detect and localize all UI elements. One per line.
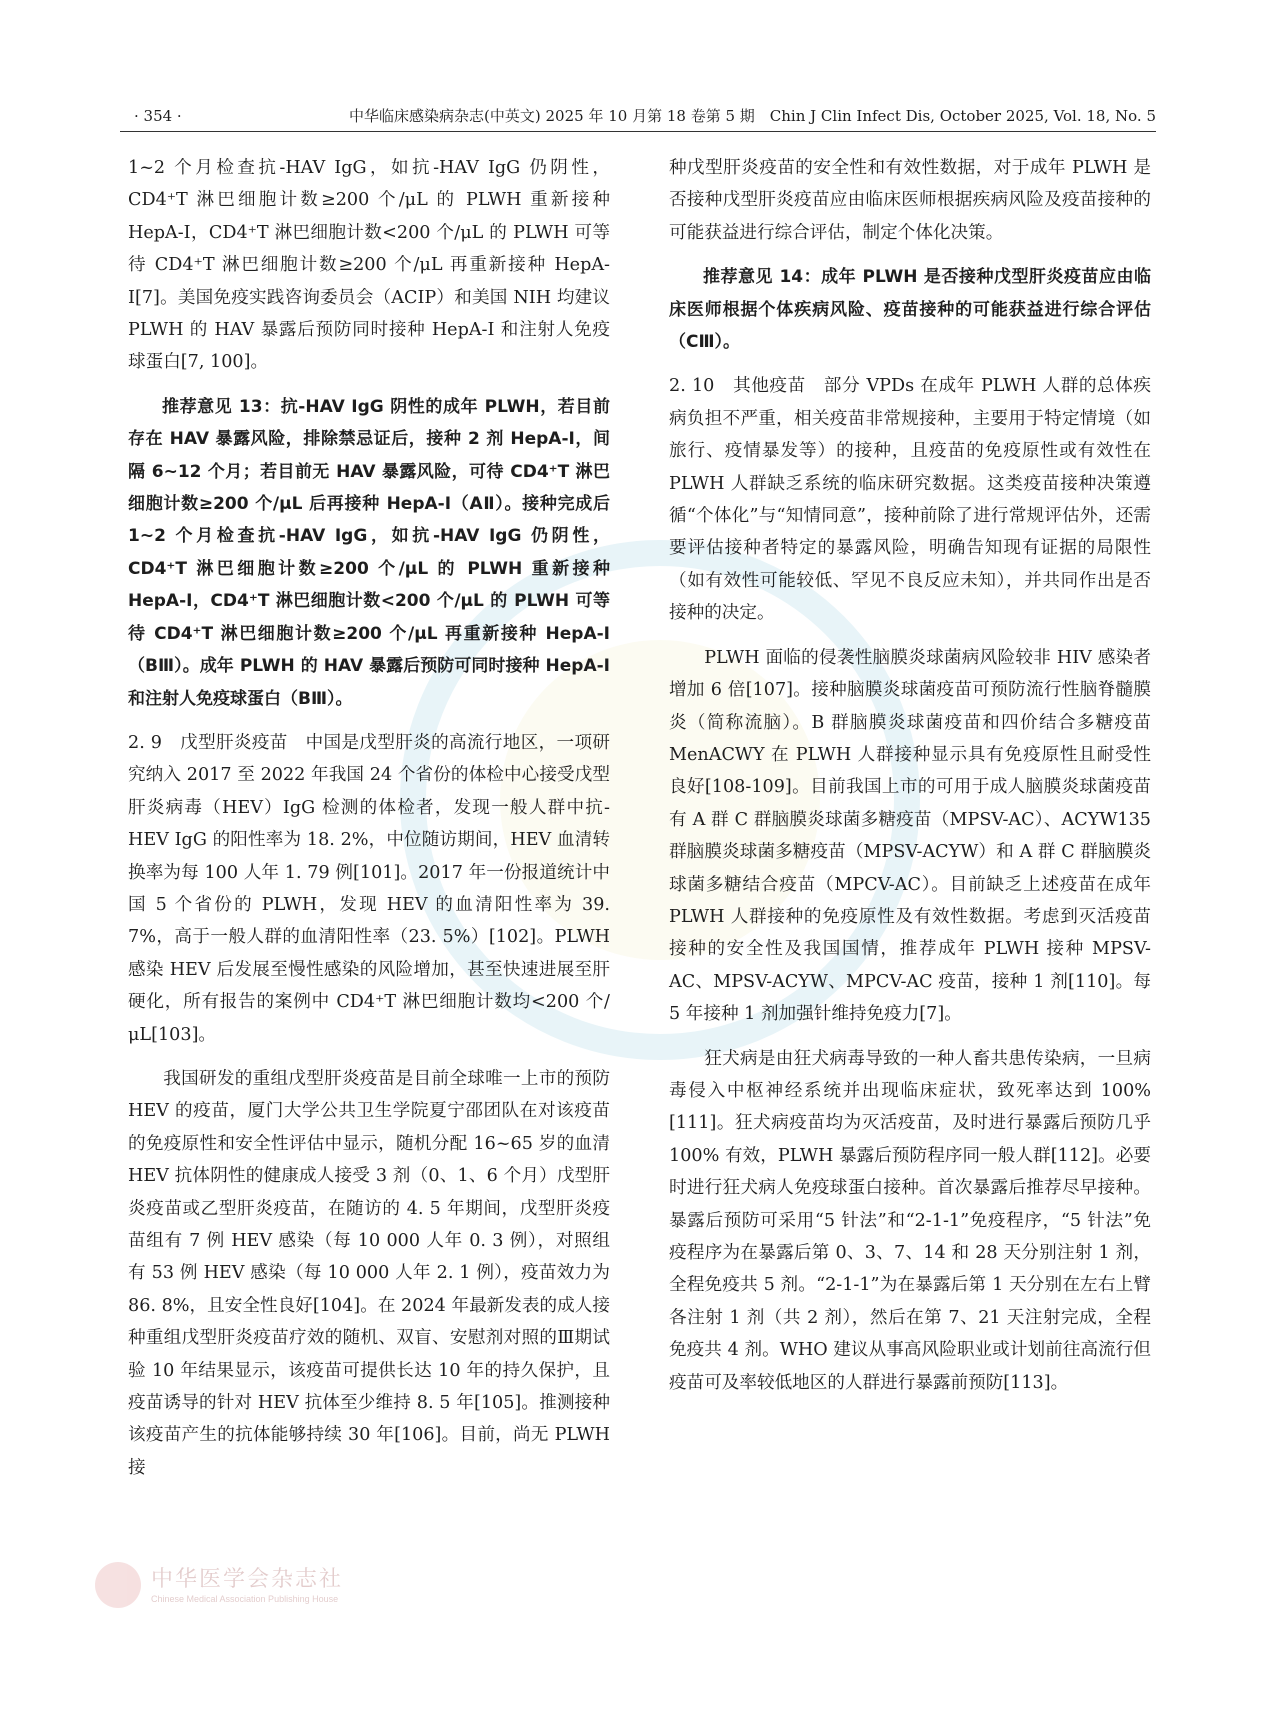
paragraph-hepa-recheck: 1~2 个月检查抗-HAV IgG，如抗-HAV IgG 仍阴性，CD4⁺T 淋巴细胞计数≥200 个/μL 的 PLWH 重新接种 HepA-I，CD4⁺T 淋巴细胞计数<200 个/μL 的 PLWH 可等待 CD4⁺T 淋巴细胞计数≥200 个/μL 再重新接种 HepA-I[7]。美国免疫实践咨询委员会（ACIP）和美国 NIH 均建议 PLWH 的 HAV 暴露后预防同时接种 HepA-I 和注射人免疫球蛋白[7, 100]。 [128, 158, 610, 373]
page-header [120, 104, 1156, 132]
section-2-9-heading: 2. 9 戊型肝炎疫苗 [128, 732, 288, 753]
left-column [128, 152, 610, 1496]
publisher-name-en: Chinese Medical Association Publishing House [151, 1594, 339, 1604]
right-column [669, 152, 1151, 1411]
page-number: · 354 · [134, 107, 182, 125]
publisher-seal-icon [95, 1562, 141, 1608]
recommendation-13: 推荐意见 13：抗-HAV IgG 阴性的成年 PLWH，若目前存在 HAV 暴露风险，排除禁忌证后，接种 2 剂 HepA-I，间隔 6~12 个月；若目前无 HAV 暴露风险，可待 CD4⁺T 淋巴细胞计数≥200 个/μL 后再接种 HepA-I（AⅡ）。接种完成后 1~2 个月检查抗-HAV IgG，如抗-HAV IgG 仍阴性，CD4⁺T 淋巴细胞计数≥200 个/μL 的 PLWH 重新接种 HepA-I，CD4⁺T 淋巴细胞计数<200 个/μL 的 PLWH 可等待 CD4⁺T 淋巴细胞计数≥200 个/μL 再重新接种 HepA-I（BⅢ）。成年 PLWH 的 HAV 暴露后预防可同时接种 HepA-I 和注射人免疫球蛋白（BⅢ）。 [128, 396, 610, 709]
section-2-10-text: 部分 VPDs 在成年 PLWH 人群的总体疾病负担不严重，相关疫苗非常规接种，主要用于特定情境（如旅行、疫情暴发等）的接种，且疫苗的免疫原性或有效性在 PLWH 人群缺乏系统的临床研究数据。这类疫苗接种决策遵循“个体化”与“知情同意”，接种前除了进行常规评估外，还需要评估接种者特定的暴露风险，明确告知现有证据的局限性（如有效性可能较低、罕见不良反应未知），并共同作出是否接种的决定。 [669, 376, 1151, 624]
paragraph-rabies: 狂犬病是由狂犬病毒导致的一种人畜共患传染病，一旦病毒侵入中枢神经系统并出现临床症状，致死率达到 100%[111]。狂犬病疫苗均为灭活疫苗，及时进行暴露后预防几乎 100% 有效，PLWH 暴露后预防程序同一般人群[112]。必要时进行狂犬病人免疫球蛋白接种。首次暴露后推荐尽早接种。暴露后预防可采用“5 针法”和“2-1-1”免疫程序，“5 针法”免疫程序为在暴露后第 0、3、7、14 和 28 天分别注射 1 剂，全程免疫共 5 剂。“2-1-1”为在暴露后第 1 天分别在左右上臂各注射 1 剂（共 2 剂），然后在第 7、21 天注射完成，全程免疫共 4 剂。WHO 建议从事高风险职业或计划前往高流行但疫苗可及率较低地区的人群进行暴露前预防[113]。 [669, 1048, 1151, 1393]
publisher-logo [95, 1560, 615, 1620]
section-2-10-heading: 2. 10 其他疫苗 [669, 376, 806, 397]
header-rule [120, 131, 1156, 132]
recommendation-14: 推荐意见 14：成年 PLWH 是否接种戊型肝炎疫苗应由临床医师根据个体疾病风险、疫苗接种的可能获益进行综合评估（CⅢ）。 [669, 267, 1151, 353]
running-head: 中华临床感染病杂志(中英文) 2025 年 10 月第 18 卷第 5 期 Chin J Clin Infect Dis, October 2025, Vol. 18, No. 5 [349, 107, 1156, 125]
paragraph-hev-continued: 种戊型肝炎疫苗的安全性和有效性数据，对于成年 PLWH 是否接种戊型肝炎疫苗应由临床医师根据疾病风险及疫苗接种的可能获益进行综合评估，制定个体化决策。 [669, 158, 1151, 243]
publisher-name: 中华医学会杂志社 [151, 1567, 344, 1592]
section-2-10 [669, 370, 1151, 629]
paragraph-hev-vaccine: 我国研发的重组戊型肝炎疫苗是目前全球唯一上市的预防 HEV 的疫苗，厦门大学公共卫生学院夏宁邵团队在对该疫苗的免疫原性和安全性评估中显示，随机分配 16~65 岁的血清 HEV 抗体阴性的健康成人接受 3 剂（0、1、6 个月）戊型肝炎疫苗或乙型肝炎疫苗，在随访的 4. 5 年期间，戊型肝炎疫苗组有 7 例 HEV 感染（每 10 000 人年 0. 3 例），对照组有 53 例 HEV 感染（每 10 000 人年 2. 1 例），疫苗效力为 86. 8%，且安全性良好[104]。在 2024 年最新发表的成人接种重组戊型肝炎疫苗疗效的随机、双盲、安慰剂对照的Ⅲ期试验 10 年结果显示，该疫苗可提供长达 10 年的持久保护，且疫苗诱导的针对 HEV 抗体至少维持 8. 5 年[105]。推测接种该疫苗产生的抗体能够持续 30 年[106]。目前，尚无 PLWH 接 [128, 1068, 610, 1478]
section-2-9-text: 中国是戊型肝炎的高流行地区，一项研究纳入 2017 至 2022 年我国 24 个省份的体检中心接受戊型肝炎病毒（HEV）IgG 检测的体检者，发现一般人群中抗-HEV IgG 的阳性率为 18. 2%，中位随访期间，HEV 血清转换率为每 100 人年 1. 79 例[101]。2017 年一份报道统计中国 5 个省份的 PLWH，发现 HEV 的血清阳性率为 39. 7%，高于一般人群的血清阳性率（23. 5%）[102]。PLWH 感染 HEV 后发展至慢性感染的风险增加，甚至快速进展至肝硬化，所有报告的案例中 CD4⁺T 淋巴细胞计数均<200 个/μL[103]。 [128, 732, 610, 1045]
section-2-9 [128, 727, 610, 1051]
paragraph-meningococcal: PLWH 面临的侵袭性脑膜炎球菌病风险较非 HIV 感染者增加 6 倍[107]。接种脑膜炎球菌疫苗可预防流行性脑脊髓膜炎（简称流脑）。B 群脑膜炎球菌疫苗和四价结合多糖疫苗 MenACWY 在 PLWH 人群接种显示具有免疫原性且耐受性良好[108-109]。目前我国上市的可用于成人脑膜炎球菌疫苗有 A 群 C 群脑膜炎球菌多糖疫苗（MPSV-AC）、ACYW135 群脑膜炎球菌多糖疫苗（MPSV-ACYW）和 A 群 C 群脑膜炎球菌多糖结合疫苗（MPCV-AC）。目前缺乏上述疫苗在成年 PLWH 人群接种的免疫原性及有效性数据。考虑到灭活疫苗接种的安全性及我国国情，推荐成年 PLWH 接种 MPSV-AC、MPSV-ACYW、MPCV-AC 疫苗，接种 1 剂[110]。每 5 年接种 1 剂加强针维持免疫力[7]。 [669, 647, 1151, 1025]
